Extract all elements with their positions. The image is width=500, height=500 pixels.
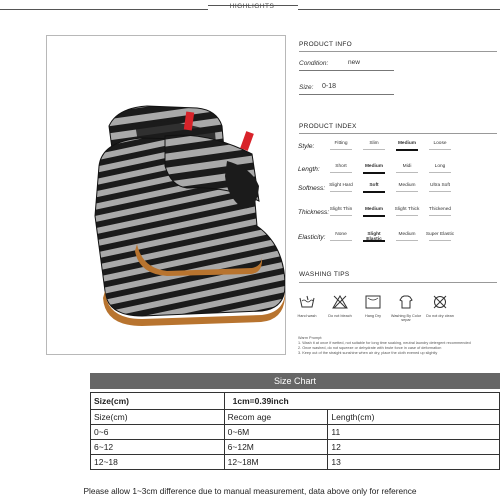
product-photo-frame <box>46 35 286 355</box>
index-option: Midi <box>402 164 412 169</box>
size-value: 0-18 <box>322 83 337 90</box>
washing-tips-rule <box>299 282 497 283</box>
index-row-label: Style: <box>298 143 315 150</box>
table-cell: 6~12 <box>91 440 225 455</box>
warm-line: 1. Wash it at once if wetted, not suitable for long time soaking, neutral laundry detergent recommended <box>298 341 471 345</box>
wash-caption: Do not dry clean <box>426 314 454 318</box>
table-cell: 6~12M <box>224 440 328 455</box>
hang-dry-icon <box>360 295 386 309</box>
option-underline <box>330 215 352 216</box>
index-option: Short <box>335 164 347 169</box>
index-option: Soft <box>369 183 379 188</box>
product-info-rule <box>299 51 497 52</box>
table-cell: 0~6 <box>91 425 225 440</box>
size-chart-table <box>90 392 500 470</box>
option-underline <box>396 172 418 173</box>
header-line-left <box>0 9 208 10</box>
option-underline <box>396 240 418 241</box>
warm-prompt-title: Warm Prompt: <box>298 336 323 340</box>
wash-caption: Hand wash <box>297 314 317 318</box>
table-cell: 11 <box>328 425 500 440</box>
table-row <box>91 425 500 440</box>
product-index-rule <box>299 133 497 134</box>
index-option: Medium <box>364 164 384 169</box>
selected-option-underline <box>396 149 418 151</box>
index-row-label: Thickness: <box>298 209 330 216</box>
size-chart-header: Size Chart <box>90 373 500 389</box>
option-underline <box>363 149 385 150</box>
table-row <box>91 393 500 410</box>
option-underline <box>330 191 352 192</box>
table-row <box>91 455 500 470</box>
table-header-row <box>91 410 500 425</box>
column-header: Size(cm) <box>91 410 225 425</box>
index-row-label: Softness: <box>298 185 326 192</box>
column-header: Recom age <box>224 410 328 425</box>
option-underline <box>429 240 451 241</box>
wash-caption: Washing By Color separ <box>390 314 422 322</box>
index-option: Loose <box>433 141 447 146</box>
hand-wash-icon <box>294 295 320 309</box>
wash-caption: Do not bleach <box>328 314 352 318</box>
index-option: Slim <box>369 141 379 146</box>
table-cell: 12~18 <box>91 455 225 470</box>
index-row-label: Elasticity: <box>298 234 326 241</box>
condition-underline <box>299 70 394 71</box>
do-not-dry-clean-icon <box>427 295 453 309</box>
condition-value: new <box>348 59 360 66</box>
baby-boots-image <box>47 36 285 354</box>
index-option: Thickened <box>428 207 452 212</box>
condition-label: Condition: <box>299 60 329 67</box>
option-underline <box>429 172 451 173</box>
option-underline <box>429 191 451 192</box>
option-underline <box>330 240 352 241</box>
size-chart-top-left: Size(cm) <box>91 393 225 410</box>
header-line-right <box>298 9 500 10</box>
option-underline <box>330 172 352 173</box>
product-index-title: PRODUCT INDEX <box>299 123 357 130</box>
size-chart-conversion: 1cm=0.39inch <box>224 393 499 410</box>
do-not-bleach-icon <box>327 295 353 309</box>
column-header: Length(cm) <box>328 410 500 425</box>
selected-option-underline <box>363 215 385 217</box>
table-cell: 12 <box>328 440 500 455</box>
index-option: Long <box>434 164 446 169</box>
footer-note: Please allow 1~3cm difference due to manual measurement, data above only for reference <box>83 486 417 496</box>
index-option: Slight Hard <box>329 183 353 188</box>
table-cell: 0~6M <box>224 425 328 440</box>
table-row <box>91 440 500 455</box>
index-option: Medium <box>398 183 416 188</box>
size-underline <box>299 94 394 95</box>
index-option: Medium <box>364 207 384 212</box>
table-cell: 12~18M <box>224 455 328 470</box>
option-underline <box>429 215 451 216</box>
index-option: Slight Thin <box>329 207 353 212</box>
index-row-label: Length: <box>298 166 320 173</box>
warm-prompt <box>298 336 498 356</box>
option-underline <box>330 149 352 150</box>
washing-by-color-icon <box>393 295 419 309</box>
selected-option-underline <box>363 191 385 193</box>
table-cell: 13 <box>328 455 500 470</box>
option-underline <box>396 191 418 192</box>
selected-option-underline <box>363 172 385 174</box>
index-option: Medium <box>398 232 416 237</box>
warm-line: 3. Keep out of the straight sunshine when air dry, place the cloth evened up slightly <box>298 351 438 355</box>
index-option: Super Elastic <box>425 232 455 237</box>
option-underline <box>429 149 451 150</box>
selected-option-underline <box>363 240 385 242</box>
index-option: Fitting <box>334 141 348 146</box>
header-title: HIGHLIGHTS <box>229 3 275 10</box>
wash-caption: Hang Dry <box>364 314 382 318</box>
index-option: None <box>335 232 347 237</box>
index-option: Slight Thick <box>394 207 420 212</box>
index-option: Slight <box>367 232 381 237</box>
option-underline <box>396 215 418 216</box>
washing-tips-title: WASHING TIPS <box>299 271 350 278</box>
size-label: Size: <box>299 84 314 91</box>
index-option: Ultra Soft <box>430 183 450 188</box>
index-option: Medium <box>397 141 417 146</box>
product-info-title: PRODUCT INFO <box>299 41 352 48</box>
warm-line: 2. Once washed, do not squeeze or dehydrate with brute force in case of deformation <box>298 346 442 350</box>
